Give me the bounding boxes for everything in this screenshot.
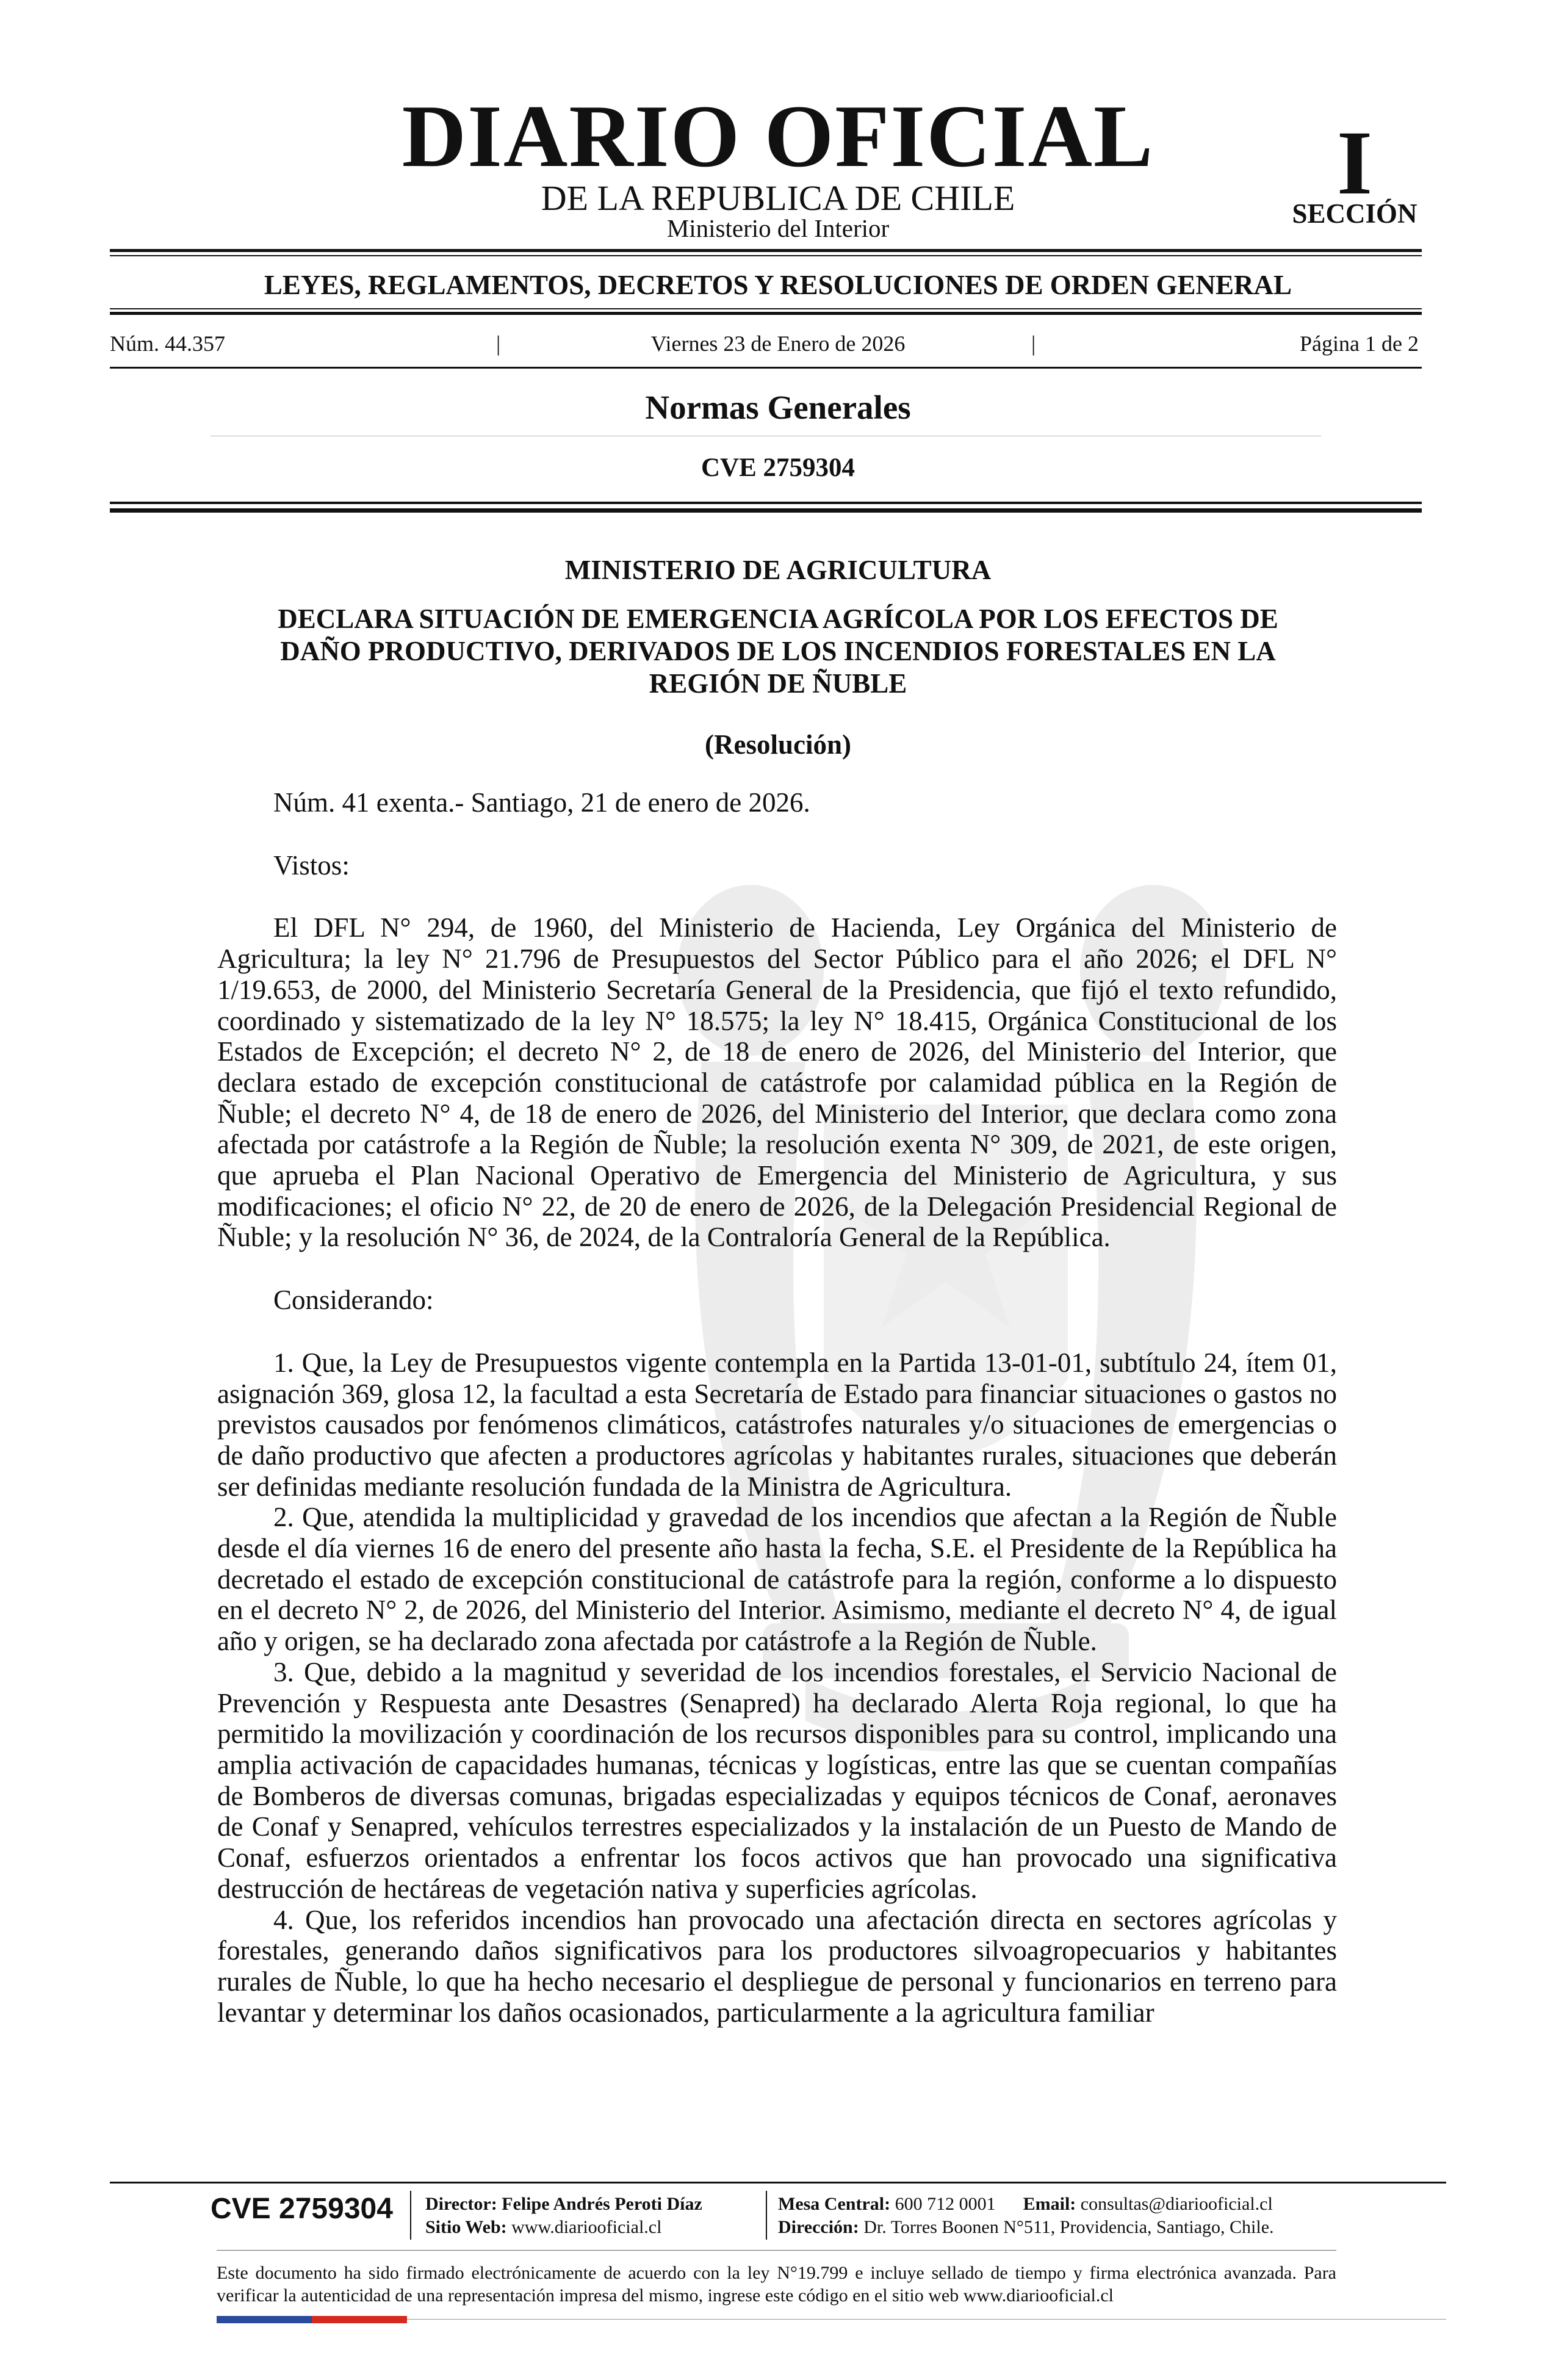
footer-website-link[interactable]: www.diariooficial.cl xyxy=(511,2217,662,2237)
chile-flag-bar xyxy=(217,2316,407,2323)
considerando-paragraph: 1. Que, la Ley de Presupuestos vigente contempla en la Partida 13-01-01, subtítulo 24, ítem 01, asignación 369, glosa 12, la facultad a esta Secretaría de Estado para financiar situaciones o gastos no previstos causados por fenómenos climáticos, catástrofes naturales y/o situaciones de emergencias o de daño productivo que afecten a productores agrícolas y habitantes rurales, situaciones que deberán ser definidas mediante resolución fundada de la Ministra de Agricultura. xyxy=(217,1347,1337,1502)
cve-code: CVE 2759304 xyxy=(701,453,855,482)
vistos-paragraph: El DFL N° 294, de 1960, del Ministerio de Hacienda, Ley Orgánica del Ministerio de Agricultura; la ley N° 21.796 de Presupuestos del Sector Público para el año 2026; el DFL N° 1/19.653, de 2000, del Ministerio Secretaría General de la Presidencia, que fijó el texto refundido, coordinado y sistematizado de la ley N° 18.575; la ley N° 18.415, Orgánica Constitucional de los Estados de Excepción; el decreto N° 2, de 18 de enero de 2026, del Ministerio del Interior, que declara estado de excepción constitucional de catástrofe por calamidad pública en la Región de Ñuble; el decreto N° 4, de 18 de enero de 2026, del Ministerio del Interior, que declara como zona afectada por catástrofe a la Región de Ñuble; la resolución exenta N° 309, de 2021, de este origen, que aprueba el Plan Nacional Operativo de Emergencia del Ministerio de Agricultura, y sus modificaciones; el oficio N° 22, de 20 de enero de 2026, de la Delegación Presidencial Regional de Ñuble; y la resolución N° 36, de 2024, de la Contraloría General de la República. xyxy=(217,912,1337,1253)
document-body xyxy=(217,787,1337,2028)
section-label: SECCIÓN xyxy=(1292,198,1417,229)
resolution-title-line: DECLARA SITUACIÓN DE EMERGENCIA AGRÍCOLA POR LOS EFECTOS DE xyxy=(278,604,1278,634)
footer-rule xyxy=(110,2182,1446,2183)
masthead-subtitle: DE LA REPUBLICA DE CHILE xyxy=(541,178,1015,218)
footer-divider xyxy=(410,2191,411,2240)
considerando-label: Considerando: xyxy=(273,1285,434,1316)
footer-website-label: Sitio Web: xyxy=(425,2217,507,2237)
section-number: I xyxy=(1336,112,1373,214)
masthead-rule-thick xyxy=(110,249,1422,252)
flag-blue-segment xyxy=(217,2316,312,2323)
resolution-type: (Resolución) xyxy=(705,729,851,760)
category-title: LEYES, REGLAMENTOS, DECRETOS Y RESOLUCIONES DE ORDEN GENERAL xyxy=(264,270,1292,300)
header-rule-1 xyxy=(110,502,1422,504)
footer-divider xyxy=(766,2191,767,2240)
issue-number: Núm. 44.357 xyxy=(110,331,225,356)
footer-address-label: Dirección: xyxy=(778,2217,859,2237)
section-heading: Normas Generales xyxy=(645,389,911,426)
footer-email-link[interactable]: consultas@diariooficial.cl xyxy=(1080,2194,1273,2214)
issuing-ministry: MINISTERIO DE AGRICULTURA xyxy=(564,555,992,585)
footer-cve-code: CVE 2759304 xyxy=(211,2193,393,2225)
footer-website-line xyxy=(425,2216,702,2239)
footer-director-line xyxy=(425,2193,702,2216)
considerando-paragraph: 4. Que, los referidos incendios han provocado una afectación directa en sectores agrícolas y forestales, generando daños significativos para los productores silvoagropecuarios y habitantes rurales de Ñuble, lo que ha hecho necesario el despliegue de personal y funcionarios en terreno para levantar y determinar los daños ocasionados, particularmente a la agricultura familiar xyxy=(217,1904,1337,2028)
footer-contact-info xyxy=(778,2193,1274,2239)
category-rule-thin xyxy=(110,308,1422,309)
flag-red-segment xyxy=(312,2316,407,2323)
masthead-ministry: Ministerio del Interior xyxy=(666,214,890,242)
footer-address-line xyxy=(778,2216,1274,2239)
footer-address: Dr. Torres Boonen N°511, Providencia, Santiago, Chile. xyxy=(863,2217,1274,2237)
info-rule xyxy=(110,367,1422,369)
footer-publisher-info xyxy=(425,2193,702,2239)
footer-director-label: Director: xyxy=(425,2194,497,2214)
footer-legal-notice: Este documento ha sido firmado electrónicamente de acuerdo con la ley N°19.799 e incluye sellado de tiempo y firma electrónica avanzada. Para verificar la autenticidad de una representación impresa del mismo, ingrese este código en el sitio web www.diariooficial.cl xyxy=(217,2263,1336,2306)
footer-director-name: Felipe Andrés Peroti Díaz xyxy=(502,2194,702,2214)
category-rule-thick xyxy=(110,312,1422,315)
info-separator: | xyxy=(496,331,501,356)
considerando-paragraph: 3. Que, debido a la magnitud y severidad de los incendios forestales, el Servicio Nacional de Prevención y Respuesta ante Desastres (Senapred) ha declarado Alerta Roja regional, lo que ha permitido la movilización y coordinación de los recursos disponibles para su control, implicando una amplia activación de capacidades humanas, técnicas y logísticas, entre las que se cuentan compañías de Bomberos de diversas comunas, brigadas especializadas y equipos técnicos de Conaf, aeronaves de Conaf y Senapred, vehículos terrestres especializados y la instalación de un Puesto de Mando de Conaf, esfuerzos orientados a enfrentar los focos activos que han provocado una significativa destrucción de hectáreas de vegetación nativa y superficies agrícolas. xyxy=(217,1656,1337,1904)
resolution-title-line: REGIÓN DE ÑUBLE xyxy=(649,668,907,699)
footer-phone-line xyxy=(778,2193,1274,2216)
footer-phone: 600 712 0001 xyxy=(895,2194,996,2214)
info-separator: | xyxy=(1031,331,1036,356)
footer-phone-label: Mesa Central: xyxy=(778,2194,891,2214)
considerando-paragraph: 2. Que, atendida la multiplicidad y gravedad de los incendios que afectan a la Región de Ñuble desde el día viernes 16 de enero del presente año hasta la fecha, S.E. el Presidente de la República ha decretado el estado de excepción constitucional de catástrofe para la región, conforme a lo dispuesto en el decreto N° 2, de 2026, del Ministerio del Interior. Asimismo, mediante el decreto N° 4, de igual año y origen, se ha declarado zona afectada por catástrofe a la Región de Ñuble. xyxy=(217,1502,1337,1657)
resolution-title-line: DAÑO PRODUCTIVO, DERIVADOS DE LOS INCENDIOS FORESTALES EN LA xyxy=(280,636,1276,666)
footer-rule-bottom xyxy=(217,2250,1336,2251)
masthead-rule-thin xyxy=(110,255,1422,256)
resolution-number-line: Núm. 41 exenta.- Santiago, 21 de enero de 2026. xyxy=(273,787,810,818)
masthead-title: DIARIO OFICIAL xyxy=(402,87,1154,186)
flag-bar-rule xyxy=(407,2319,1446,2320)
header-rule-2 xyxy=(110,508,1422,513)
page-count: Página 1 de 2 xyxy=(1300,331,1419,356)
issue-date: Viernes 23 de Enero de 2026 xyxy=(650,331,906,356)
vistos-label: Vistos: xyxy=(273,849,350,881)
resolution-title xyxy=(183,603,1373,700)
footer-email-label: Email: xyxy=(1023,2194,1076,2214)
